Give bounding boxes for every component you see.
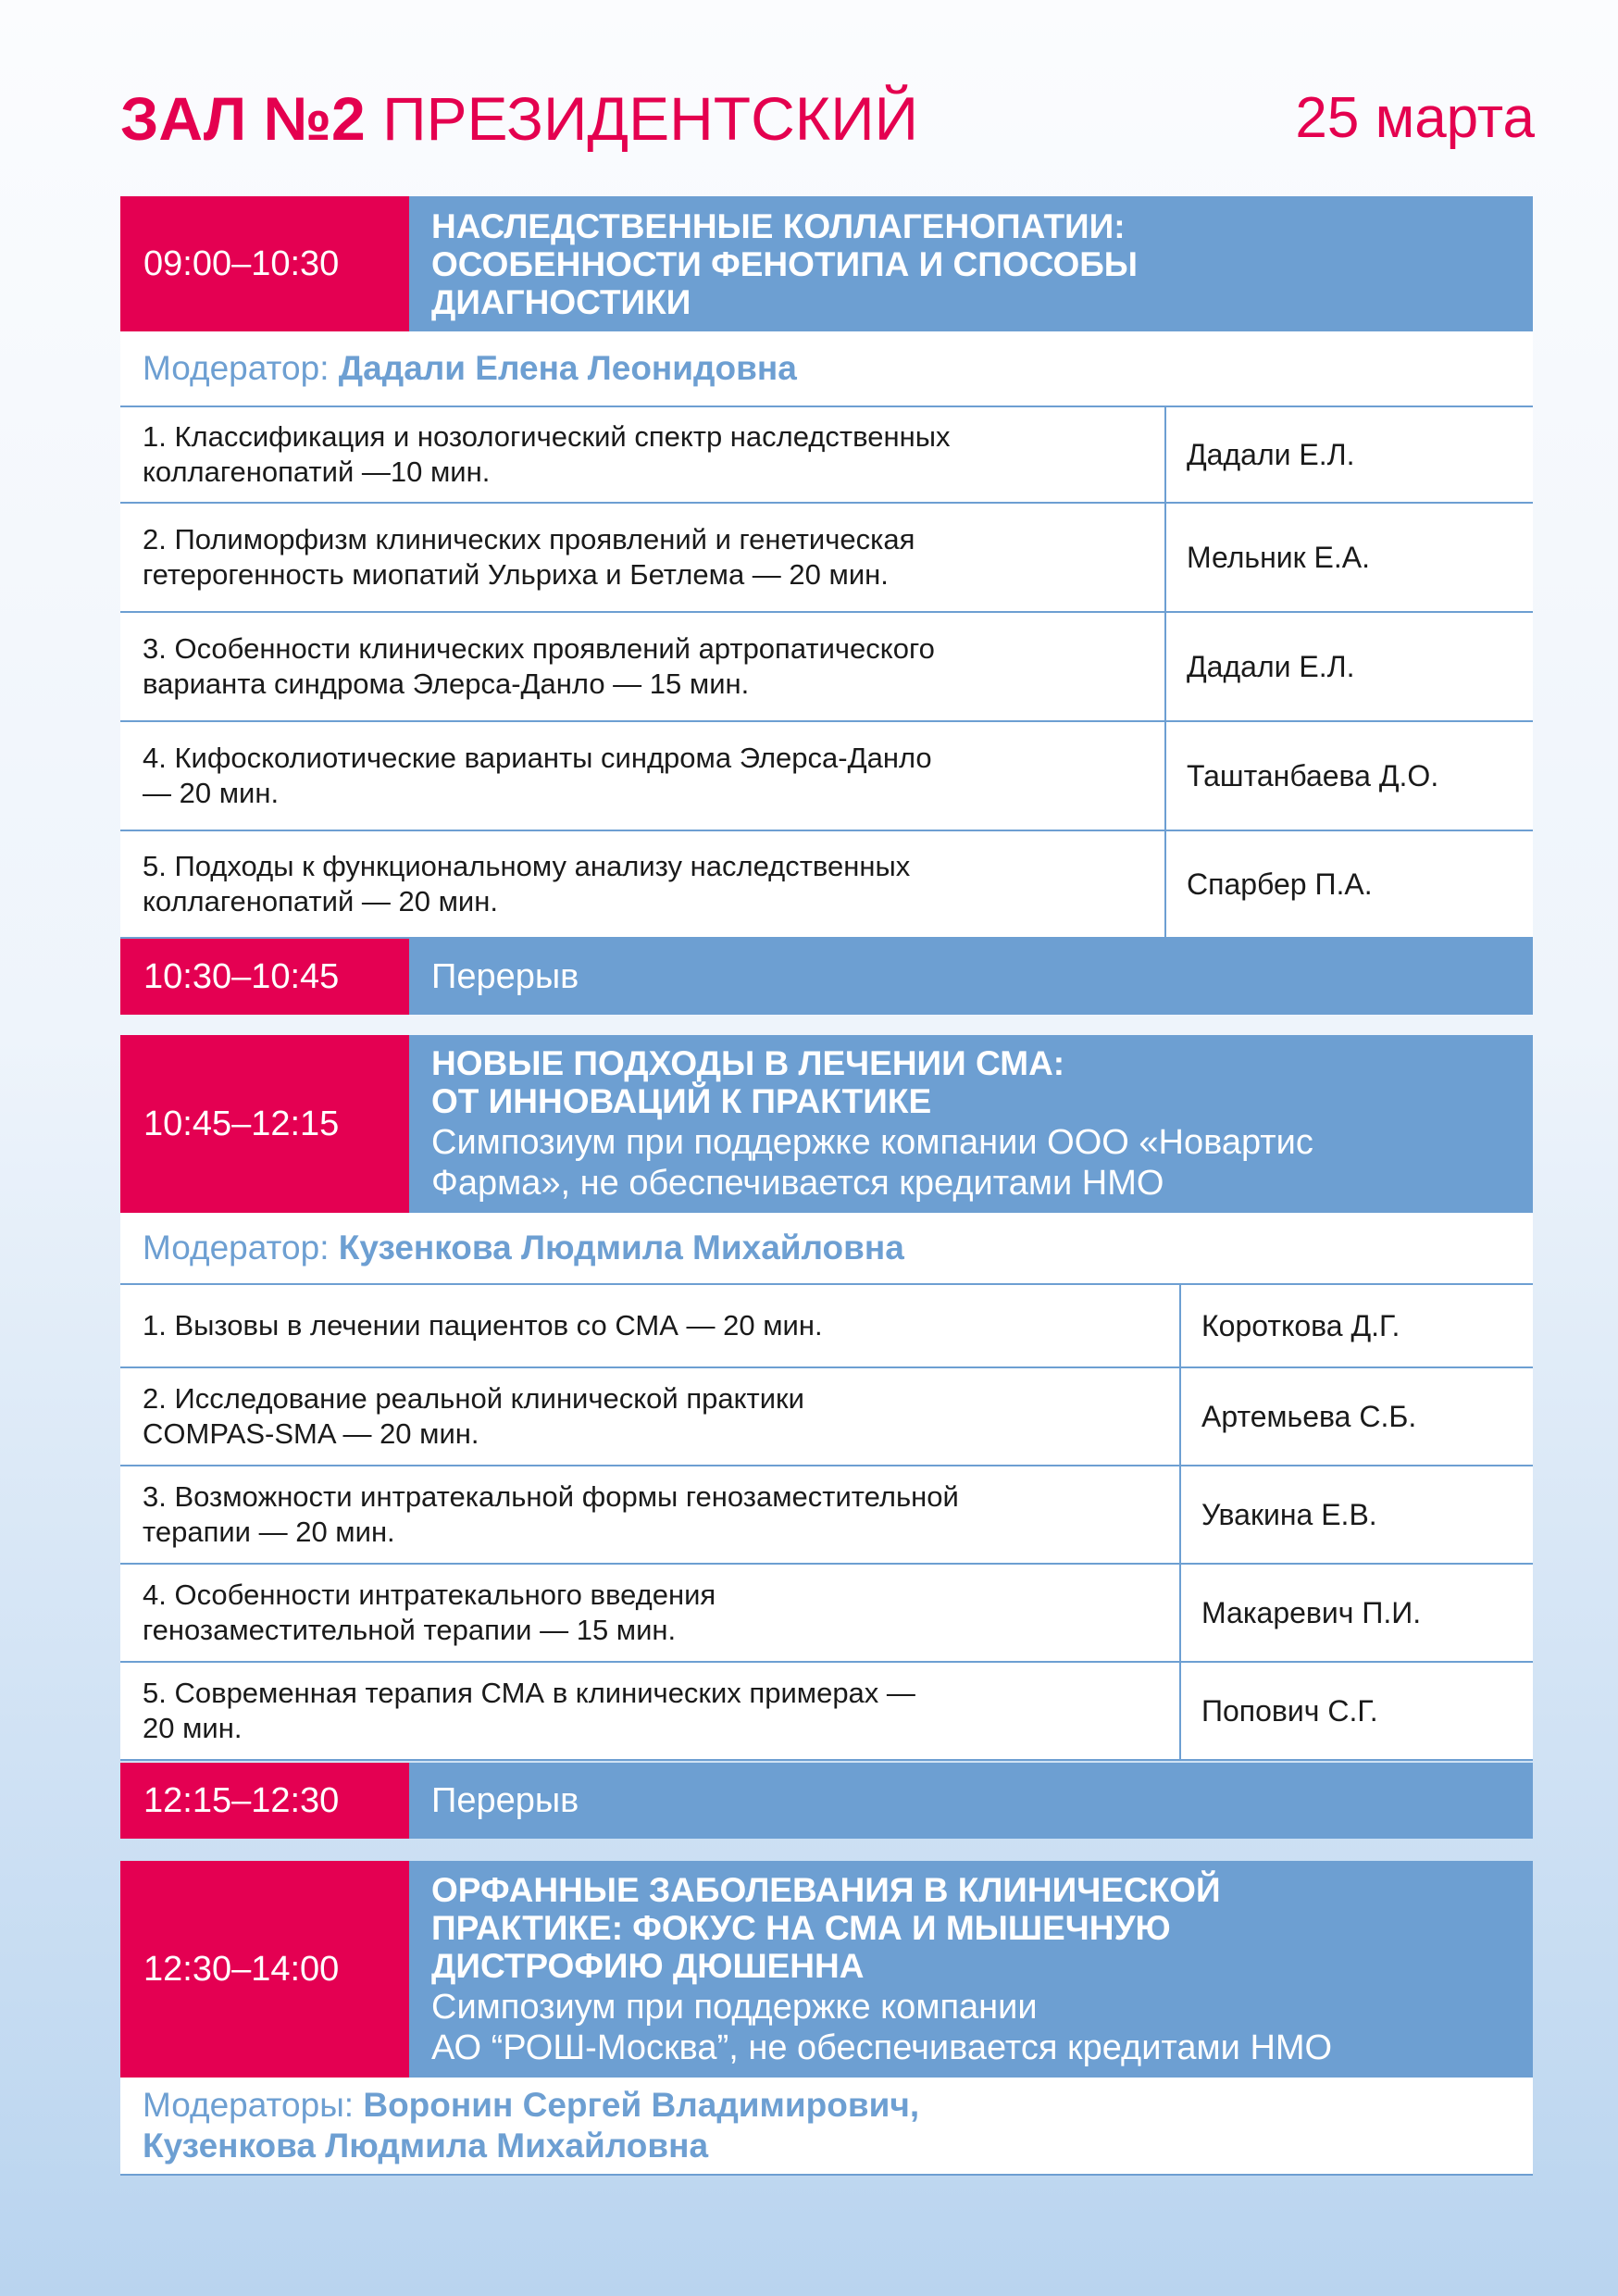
session-title: ОРФАННЫЕ ЗАБОЛЕВАНИЯ В КЛИНИЧЕСКОЙ ПРАКТИКЕ: ФОКУС НА СМА И МЫШЕЧНУЮ ДИСТРОФИЮ ДЮШЕННА [431,1870,1221,1985]
hall-title: ЗАЛ №2 ПРЕЗИДЕНТСКИЙ [120,84,919,153]
talk-row: 2. Полиморфизм клинических проявлений и генетическая гетерогенность миопатий Ульриха и Бетлема — 20 мин. Мельник Е.А. [120,504,1533,613]
moderator-name: Кузенкова Людмила Михайловна [338,1229,904,1267]
speaker: Спарбер П.А. [1164,831,1533,937]
talk-row: 1. Вызовы в лечении пациентов со СМА — 20 мин. Короткова Д.Г. [120,1285,1533,1368]
speaker: Дадали Е.Л. [1164,613,1533,720]
talk-row: 4. Особенности интратекального введения генозаместительной терапии — 15 мин. Макаревич П.И. [120,1565,1533,1663]
speaker: Увакина Е.В. [1179,1466,1533,1563]
session-title: НАСЛЕДСТВЕННЫЕ КОЛЛАГЕНОПАТИИ: ОСОБЕННОСТИ ФЕНОТИПА И СПОСОБЫ ДИАГНОСТИКИ [431,206,1139,321]
talk-row: 3. Возможности интратекальной формы генозаместительной терапии — 20 мин. Увакина Е.В. [120,1466,1533,1565]
break-label: Перерыв [431,956,579,996]
talk-row: 1. Классификация и нозологический спектр наследственных коллагенопатий —10 мин. Дадали Е.Л. [120,407,1533,504]
talk-row: 5. Современная терапия СМА в клинических примерах — 20 мин. Попович С.Г. [120,1663,1533,1761]
moderator-name: Кузенкова Людмила Михайловна [143,2127,709,2165]
talk-row: 2. Исследование реальной клинической практики COMPAS-SMA — 20 мин. Артемьева С.Б. [120,1368,1533,1466]
session-subtitle: Симпозиум при поддержке компании ООО «Новартис Фарма», не обеспечивается кредитами НМО [431,1123,1313,1203]
talk-row: 5. Подходы к функциональному анализу наследственных коллагенопатий — 20 мин. Спарбер П.А. [120,831,1533,939]
moderator-name: Воронин Сергей Владимирович, [363,2086,920,2124]
talk-row: 3. Особенности клинических проявлений артропатического варианта синдрома Элерса-Данло — 15 мин. Дадали Е.Л. [120,613,1533,722]
page-header [120,81,1535,156]
session-time: 12:30–14:00 [120,1861,409,2078]
break-time: 12:15–12:30 [120,1763,409,1839]
moderator-name: Дадали Елена Леонидовна [338,349,797,387]
session-3-header [120,1861,1533,2078]
speaker: Макаревич П.И. [1179,1565,1533,1661]
speaker: Мельник Е.А. [1164,504,1533,611]
speaker: Попович С.Г. [1179,1663,1533,1759]
break-row [120,939,1533,1015]
moderator-row: Модератор: Кузенкова Людмила Михайловна [120,1213,1533,1285]
session-2-header [120,1035,1533,1213]
moderator-row: Модератор: Дадали Елена Леонидовна [120,331,1533,407]
session-title: НОВЫЕ ПОДХОДЫ В ЛЕЧЕНИИ СМА: ОТ ИННОВАЦИЙ К ПРАКТИКЕ [431,1044,1065,1120]
event-date: 25 марта [1295,86,1535,150]
break-label: Перерыв [431,1780,579,1820]
break-time: 10:30–10:45 [120,939,409,1015]
session-1-header [120,196,1533,331]
session-time: 09:00–10:30 [120,196,409,331]
speaker: Короткова Д.Г. [1179,1285,1533,1366]
speaker: Артемьева С.Б. [1179,1368,1533,1465]
speaker: Таштанбаева Д.О. [1164,722,1533,830]
session-time: 10:45–12:15 [120,1035,409,1213]
speaker: Дадали Е.Л. [1164,407,1533,502]
break-row [120,1763,1533,1839]
talk-row: 4. Кифосколиотические варианты синдрома Элерса-Данло — 20 мин. Таштанбаева Д.О. [120,722,1533,831]
moderator-row: Модераторы: Воронин Сергей Владимирович, Кузенкова Людмила Михайловна [120,2078,1533,2176]
session-subtitle: Симпозиум при поддержке компании АО “РОШ-Москва”, не обеспечивается кредитами НМО [431,1987,1333,2067]
